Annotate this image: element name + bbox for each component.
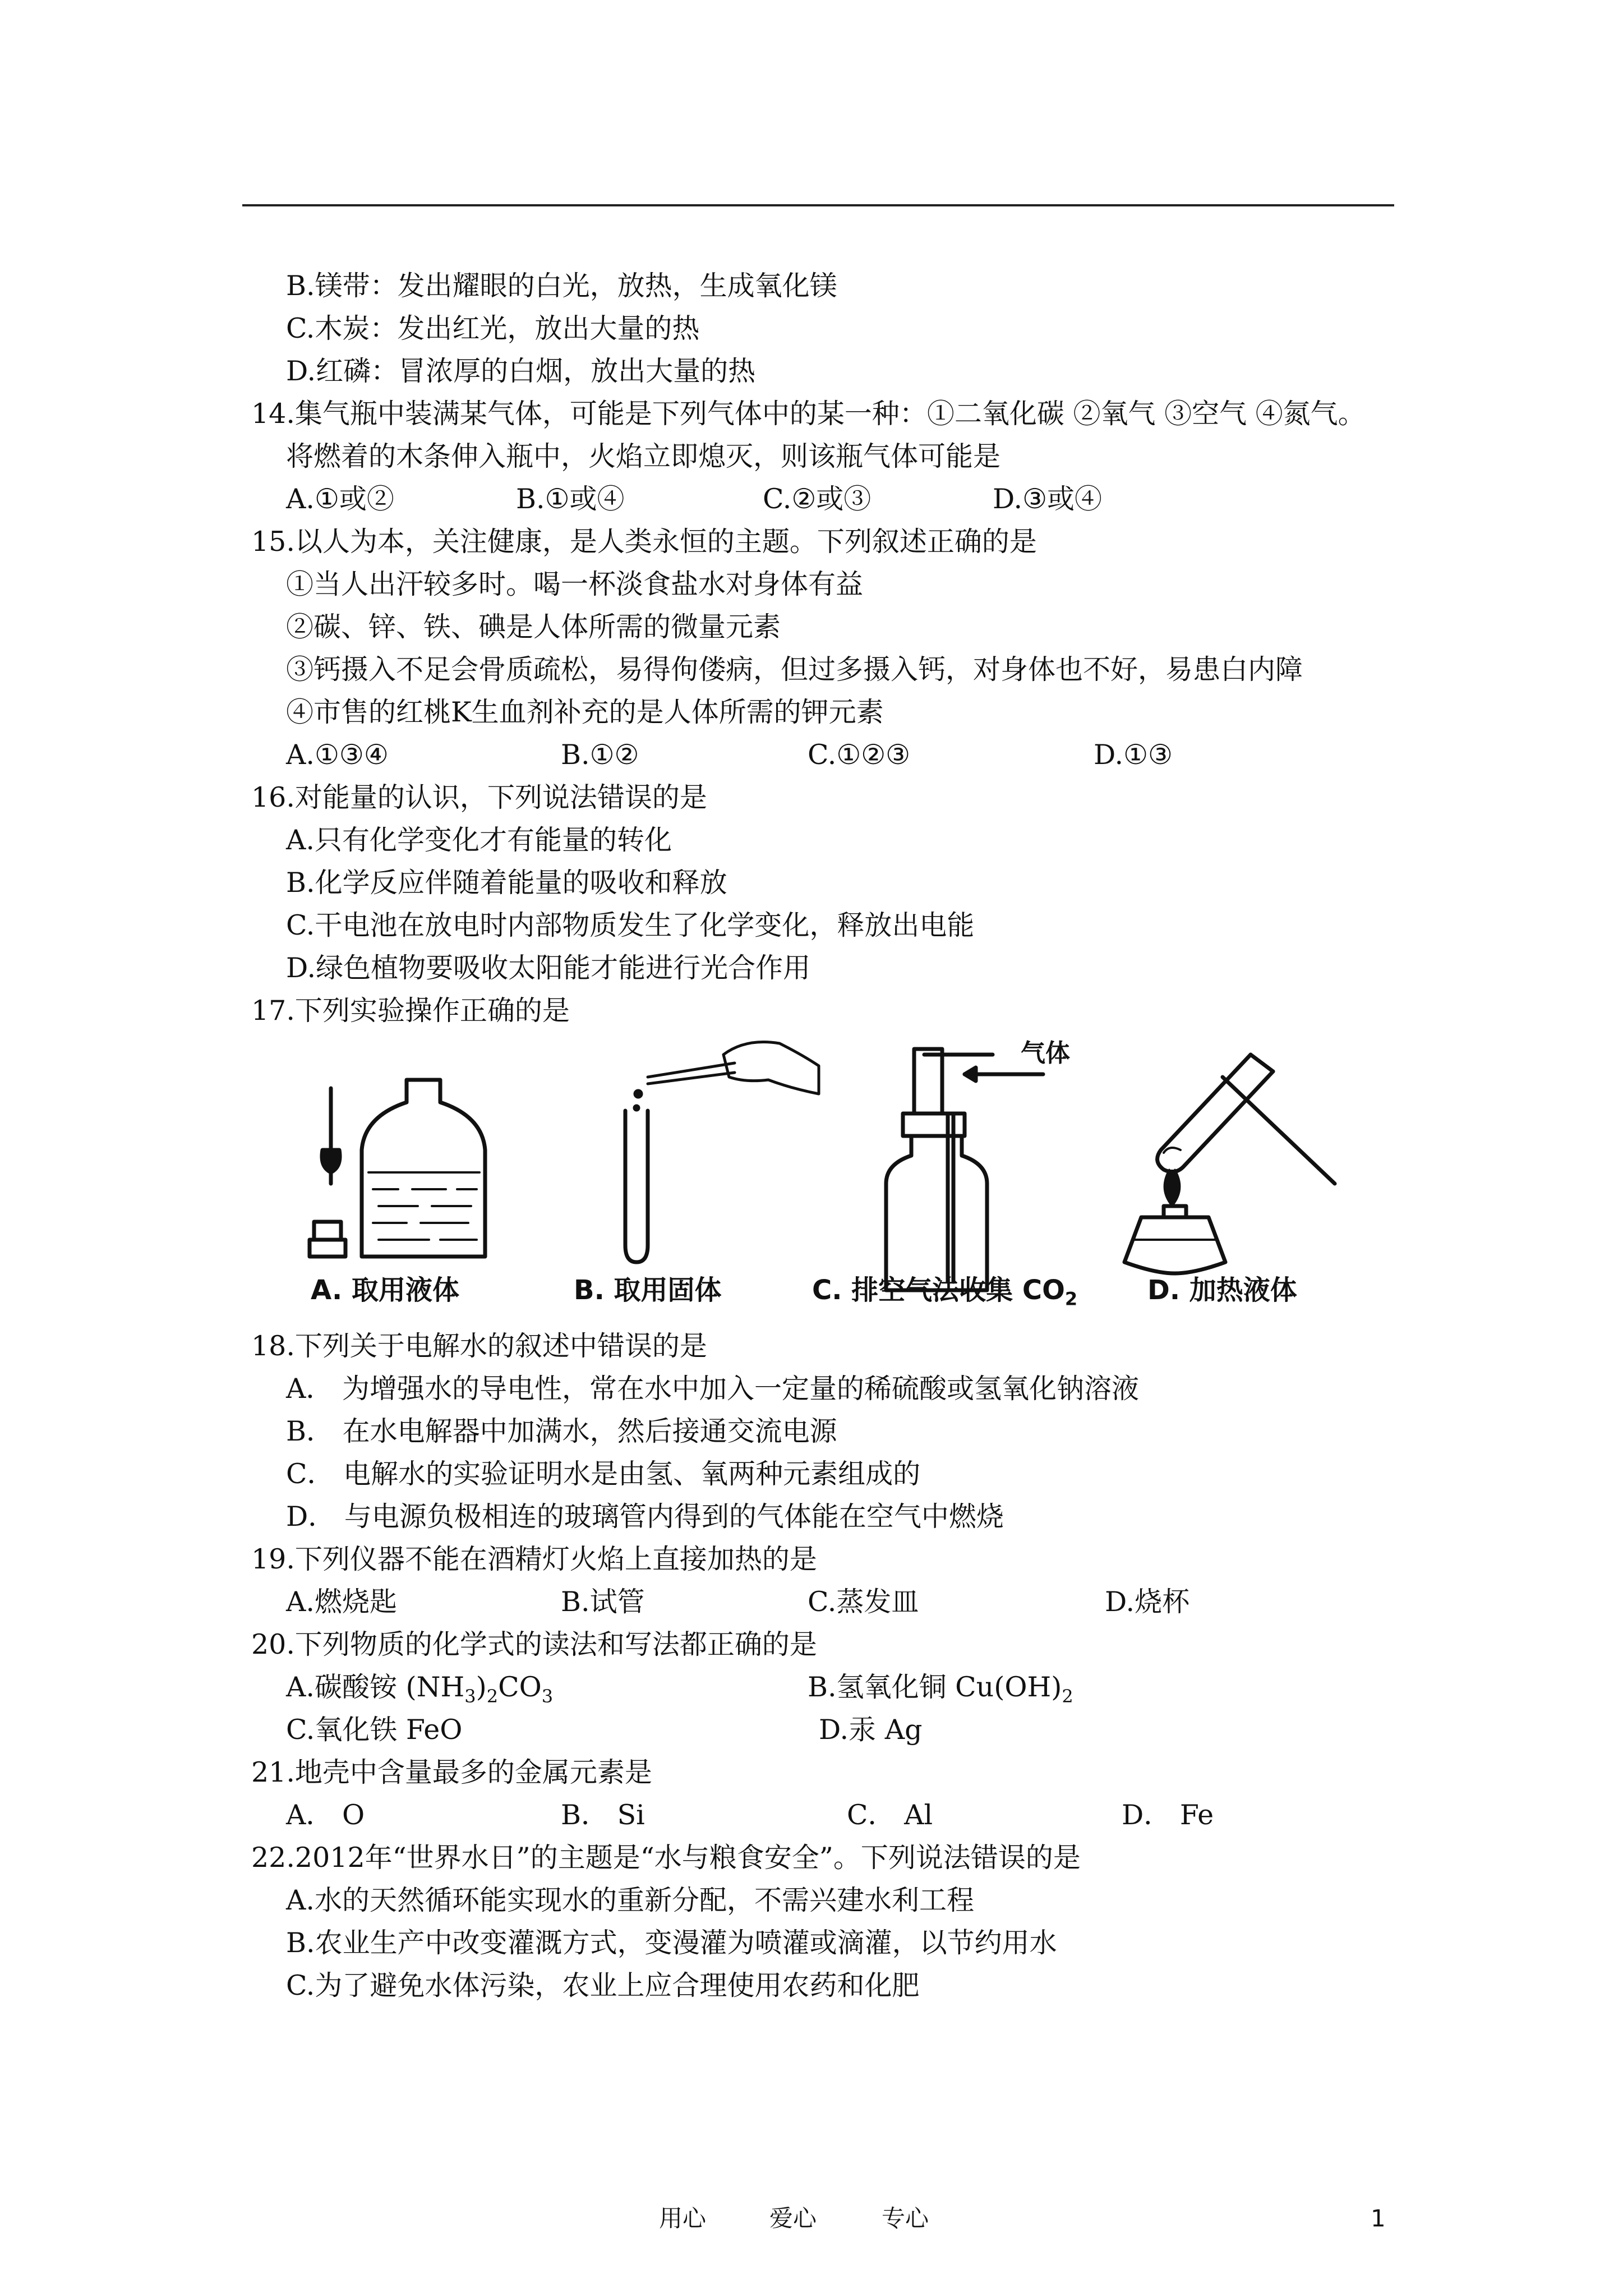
footer-text-1: 用心 xyxy=(659,2205,707,2232)
heating-test-tube-icon xyxy=(1158,1055,1335,1184)
q19-option-a: A.燃烧匙 xyxy=(286,1586,397,1618)
q15-option-c: C.①②③ xyxy=(808,739,911,771)
q16-option-d: D.绿色植物要吸收太阳能才能进行光合作用 xyxy=(286,952,811,984)
q14-stem-2: 将燃着的木条伸入瓶中，火焰立即熄灭，则该瓶气体可能是 xyxy=(286,440,1001,472)
q15-option-b: B.①② xyxy=(561,739,639,771)
q14-option-a: A.①或② xyxy=(286,483,394,515)
q22-option-a: A.水的天然循环能实现水的重新分配，不需兴建水利工程 xyxy=(286,1884,974,1916)
reagent-bottle-icon xyxy=(362,1080,485,1257)
q14-option-d: D.③或④ xyxy=(993,483,1103,515)
q21-option-b: B． Si xyxy=(561,1799,645,1831)
page-number: 1 xyxy=(1371,2205,1386,2232)
q20-option-a: A.碳酸铵 $(NH_3)_2CO_3$ xyxy=(286,1671,554,1707)
q16-stem: 16.对能量的认识，下列说法错误的是 xyxy=(251,781,707,813)
q18-option-a: A． 为增强水的导电性，常在水中加入一定量的稀硫酸或氢氧化钠溶液 xyxy=(286,1373,1139,1405)
q16-option-c: C.干电池在放电时内部物质发生了化学变化，释放出电能 xyxy=(286,909,975,941)
bottle-stopper-icon xyxy=(310,1222,345,1257)
footer-text-2: 爱心 xyxy=(769,2205,817,2232)
gas-inlet-arrow-icon xyxy=(965,1068,1043,1081)
q20-option-c: C.氧化铁 FeO xyxy=(286,1714,463,1746)
q20-stem: 20.下列物质的化学式的读法和写法都正确的是 xyxy=(251,1628,817,1660)
q15-option-a: A.①③④ xyxy=(286,739,389,771)
test-tube-icon xyxy=(625,1111,648,1262)
gas-label: 气体 xyxy=(1021,1039,1070,1068)
gas-collection-bottle-icon xyxy=(886,1049,993,1290)
q15-statement-3: ③钙摄入不足会骨质疏松，易得佝偻病，但过多摄入钙，对身体也不好，易患白内障 xyxy=(286,654,1303,685)
q13-option-d: D.红磷：冒浓厚的白烟，放出大量的热 xyxy=(286,355,756,387)
q17-stem: 17.下列实验操作正确的是 xyxy=(251,995,570,1027)
q15-statement-4: ④市售的红桃K生血剂补充的是人体所需的钾元素 xyxy=(286,696,884,728)
q17-caption-c: C. 排空气法收集 $CO_2$ xyxy=(812,1274,1078,1310)
q19-option-c: C.蒸发皿 xyxy=(808,1586,919,1618)
dropper-icon xyxy=(322,1088,340,1184)
q13-option-c: C.木炭：发出红光，放出大量的热 xyxy=(286,312,700,344)
q22-option-c: C.为了避免水体污染，农业上应合理使用农药和化肥 xyxy=(286,1970,920,2001)
q22-stem: 22.2012年“世界水日”的主题是“水与粮食安全”。下列说法错误的是 xyxy=(251,1842,1081,1874)
q14-option-c: C.②或③ xyxy=(763,483,872,515)
q17-caption-a: A. 取用液体 xyxy=(311,1274,459,1306)
q21-option-d: D． Fe xyxy=(1122,1799,1214,1831)
q18-option-c: C． 电解水的实验证明水是由氢、氧两种元素组成的 xyxy=(286,1458,921,1490)
q17-caption-b: B. 取用固体 xyxy=(574,1274,722,1306)
q20-option-b: B.氢氧化铜 $Cu(OH)_2$ xyxy=(808,1671,1073,1707)
q18-stem: 18.下列关于电解水的叙述中错误的是 xyxy=(251,1330,707,1362)
q16-option-b: B.化学反应伴随着能量的吸收和释放 xyxy=(286,867,727,899)
q22-option-b: B.农业生产中改变灌溉方式，变漫灌为喷灌或滴灌，以节约用水 xyxy=(286,1927,1057,1959)
tweezers-hand-icon xyxy=(634,1042,819,1111)
q19-option-b: B.试管 xyxy=(561,1586,645,1618)
q16-option-a: A.只有化学变化才有能量的转化 xyxy=(286,824,672,856)
q15-option-d: D.①③ xyxy=(1094,739,1173,771)
q21-stem: 21.地壳中含量最多的金属元素是 xyxy=(251,1756,652,1788)
q14-stem-1: 14.集气瓶中装满某气体，可能是下列气体中的某一种：①二氧化碳 ②氧气 ③空气 ④氮气。 xyxy=(251,398,1366,430)
q19-option-d: D.烧杯 xyxy=(1105,1586,1190,1618)
q17-caption-d: D. 加热液体 xyxy=(1147,1274,1297,1306)
q21-option-a: A． O xyxy=(286,1799,365,1831)
header-rule xyxy=(242,204,1394,206)
q13-option-b: B.镁带：发出耀眼的白光，放热，生成氧化镁 xyxy=(286,270,837,302)
q18-option-b: B． 在水电解器中加满水，然后接通交流电源 xyxy=(286,1415,837,1447)
alcohol-lamp-icon xyxy=(1124,1170,1225,1273)
q18-option-d: D． 与电源负极相连的玻璃管内得到的气体能在空气中燃烧 xyxy=(286,1501,1004,1533)
q21-option-c: C． Al xyxy=(847,1799,933,1831)
q15-stem: 15.以人为本，关注健康，是人类永恒的主题。下列叙述正确的是 xyxy=(251,526,1037,558)
q14-option-b: B.①或④ xyxy=(516,483,625,515)
q19-stem: 19.下列仪器不能在酒精灯火焰上直接加热的是 xyxy=(251,1543,817,1575)
footer-text-3: 专心 xyxy=(882,2205,929,2232)
q15-statement-2: ②碳、锌、铁、碘是人体所需的微量元素 xyxy=(286,611,781,643)
q15-statement-1: ①当人出汗较多时。喝一杯淡食盐水对身体有益 xyxy=(286,568,864,600)
q20-option-d: D.汞 Ag xyxy=(819,1714,923,1746)
